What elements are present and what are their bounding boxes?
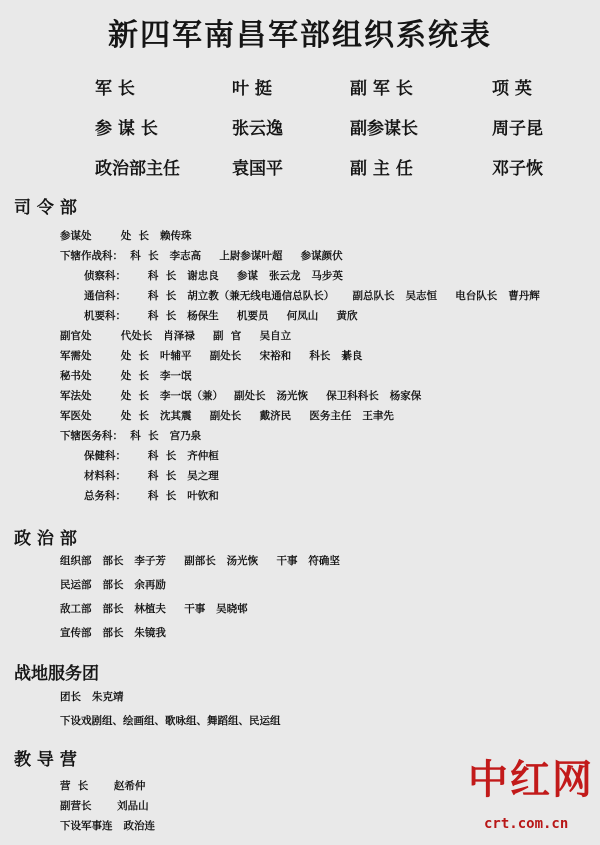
list-item: 秘书处 处 长 李一氓 (60, 370, 192, 382)
page-title: 新四军南昌军部组织系统表 (108, 18, 492, 53)
list-item: 组织部 部长 李子芳 副部长 汤光恢 干事 符确坚 (60, 555, 340, 567)
list-item: 宣传部 部长 朱镜我 (60, 627, 166, 639)
leader-role: 政治部主任 (95, 159, 180, 179)
leader-name: 邓子恢 (492, 159, 543, 179)
list-item: 材料科： 科 长 吴之理 (84, 470, 219, 482)
list-item: 军法处 处 长 李一氓（兼） 副处长 汤光恢 保卫科科长 杨家保 (60, 390, 422, 402)
leader-role: 参 谋 长 (95, 119, 158, 139)
leader-role: 副 主 任 (350, 159, 413, 179)
leader-name: 项 英 (492, 79, 532, 99)
leader-name: 袁国平 (232, 159, 283, 179)
section-heading-training-battalion: 教 导 营 (14, 750, 77, 770)
watermark-logo: 中红网 (468, 756, 594, 803)
list-item: 军医处 处 长 沈其震 副处长 戴济民 医务主任 王聿先 (60, 410, 394, 422)
list-item: 总务科： 科 长 叶钦和 (84, 490, 219, 502)
list-item: 下设军事连 政治连 (60, 820, 155, 832)
list-item: 参谋处 处 长 赖传珠 (60, 230, 192, 242)
list-item: 副营长 刘品山 (60, 800, 149, 812)
leader-role: 副 军 长 (350, 79, 413, 99)
list-item: 营 长 赵希仲 (60, 780, 146, 792)
section-heading-service-troupe: 战地服务团 (14, 664, 99, 684)
list-item: 下辖作战科： 科 长 李志高 上尉参谋叶超 参谋颜伏 (60, 250, 343, 262)
list-item: 团长 朱克靖 (60, 691, 124, 703)
leader-name: 周子昆 (492, 119, 543, 139)
list-item: 机要科： 科 长 杨保生 机要员 何凤山 黄欣 (84, 310, 358, 322)
list-item: 侦察科： 科 长 谢忠良 参谋 张云龙 马步英 (84, 270, 343, 282)
list-item: 通信科： 科 长 胡立教（兼无线电通信总队长） 副总队长 吴志恒 电台队长 曹丹辉 (84, 290, 540, 302)
leader-role: 军 长 (95, 79, 135, 99)
leader-role: 副参谋长 (350, 119, 418, 139)
list-item: 下设戏剧组、绘画组、歌咏组、舞蹈组、民运组 (60, 715, 281, 727)
list-item: 民运部 部长 余再励 (60, 579, 166, 591)
list-item: 敌工部 部长 林植夫 干事 吴晓邨 (60, 603, 248, 615)
section-heading-hq: 司 令 部 (14, 198, 77, 218)
list-item: 下辖医务科： 科 长 宫乃泉 (60, 430, 202, 442)
list-item: 军需处 处 长 叶辅平 副处长 宋裕和 科长 綦良 (60, 350, 363, 362)
watermark-url: crt.com.cn (484, 816, 569, 832)
list-item: 副官处 代处长 肖泽禄 副 官 吴自立 (60, 330, 292, 342)
section-heading-political: 政 治 部 (14, 529, 77, 549)
list-item: 保健科： 科 长 齐仲桓 (84, 450, 219, 462)
leader-name: 叶 挺 (232, 79, 272, 99)
leader-name: 张云逸 (232, 119, 283, 139)
